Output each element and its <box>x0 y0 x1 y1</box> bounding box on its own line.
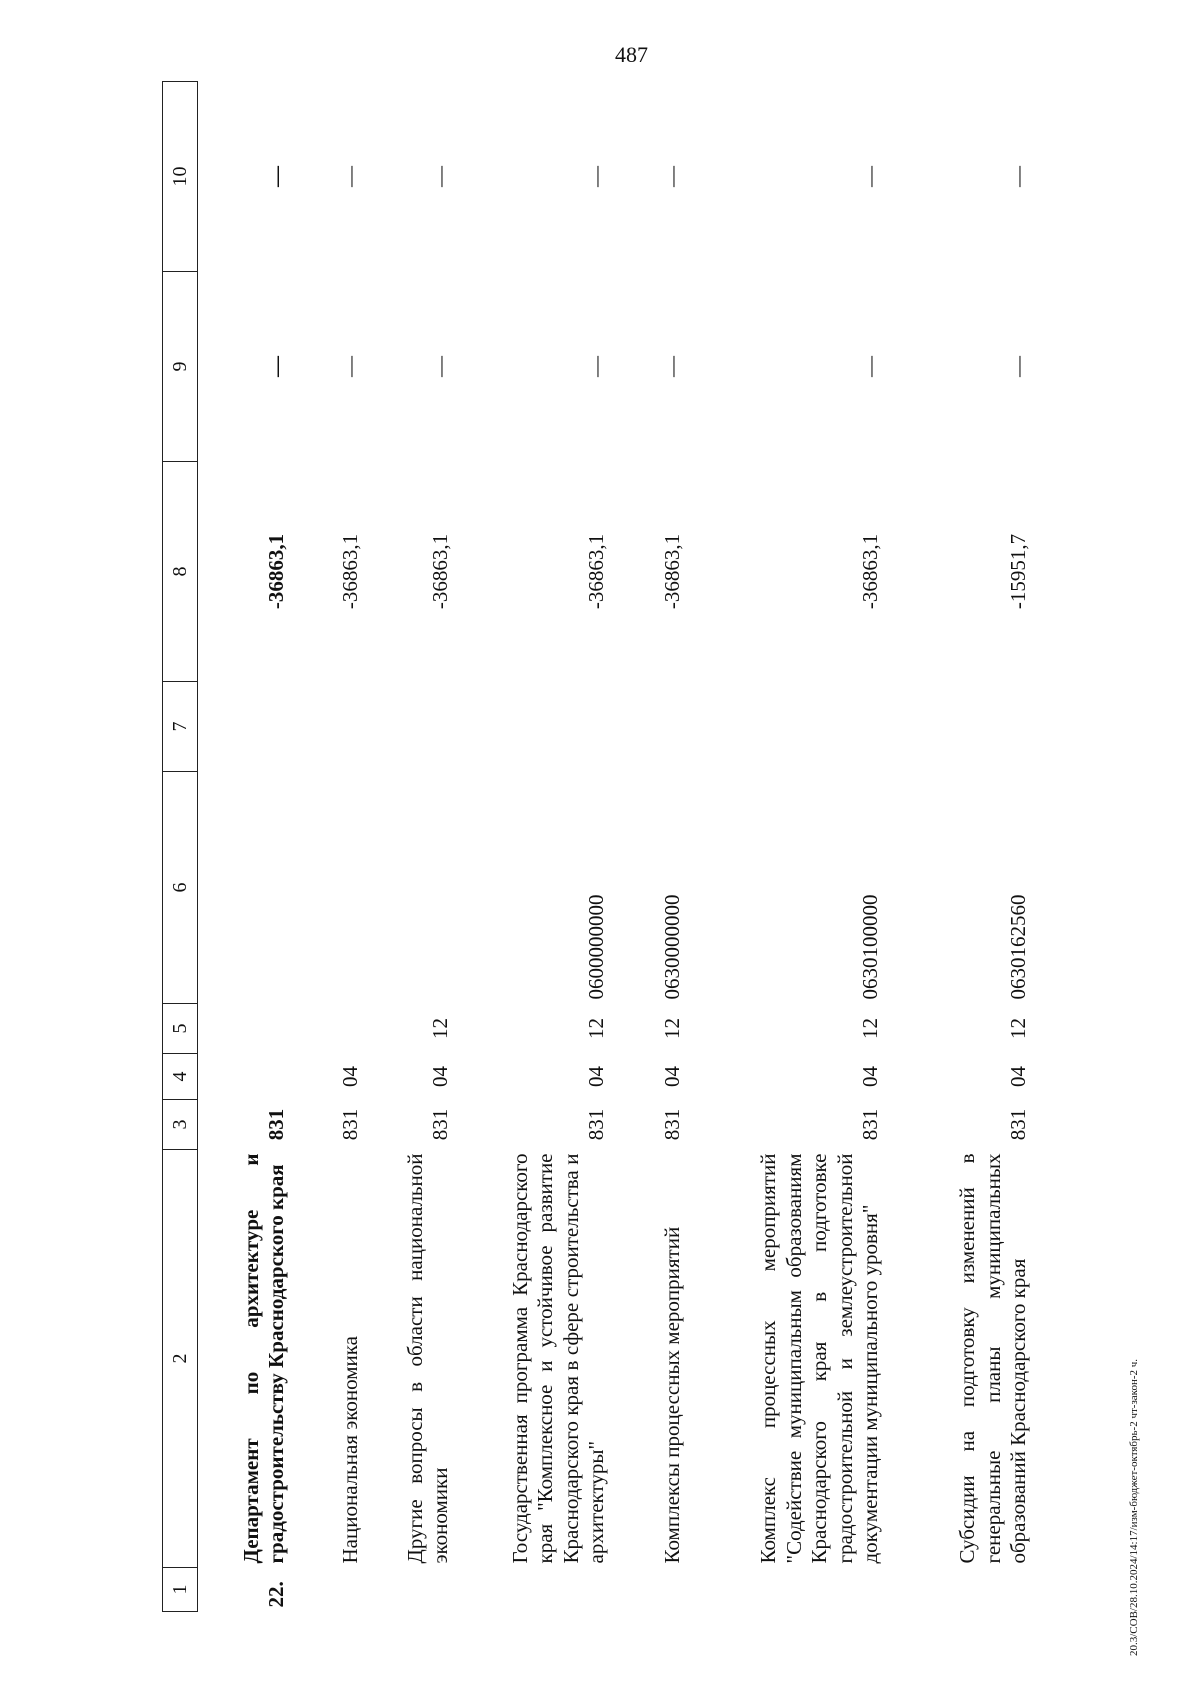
table-row <box>198 82 297 1612</box>
column-number-1: 1 <box>163 1568 198 1612</box>
target-item-code: 0630000000 <box>660 894 685 1000</box>
expense-type-code <box>460 682 616 772</box>
subsection-code: 12 <box>660 1018 685 1039</box>
section-code: 04 <box>660 1066 685 1087</box>
row-index <box>616 1568 692 1612</box>
target-item-code <box>198 772 297 1004</box>
amount-col-10: — <box>660 166 685 187</box>
amount-col-9: — <box>1006 356 1031 377</box>
amount-col-10: — <box>338 166 363 187</box>
section-code: 04 <box>584 1066 609 1087</box>
column-number-2: 2 <box>163 1150 198 1568</box>
row-name: Национальная экономика <box>338 1336 363 1564</box>
subsection-code: 12 <box>1006 1018 1031 1039</box>
column-number-8: 8 <box>163 462 198 682</box>
amount-col-10: — <box>584 166 609 187</box>
column-number-6: 6 <box>163 772 198 1004</box>
expense-type-code <box>296 682 370 772</box>
expense-type-code <box>616 682 692 772</box>
table-row <box>616 82 692 1612</box>
table-row <box>692 82 890 1612</box>
rotated-table-wrapper <box>162 82 1082 1612</box>
row-index <box>692 1568 890 1612</box>
amount-col-10: — <box>858 166 883 187</box>
section-code: 04 <box>428 1066 453 1087</box>
amount: -15951,7 <box>1006 533 1031 610</box>
subsection-code: 12 <box>584 1018 609 1039</box>
table-row <box>460 82 616 1612</box>
amount-col-10: — <box>1006 166 1031 187</box>
column-number-9: 9 <box>163 272 198 462</box>
subsection-code: 12 <box>858 1018 883 1039</box>
row-name: Субсидии на подготовку изменений в генеральные планы муниципальных образований Краснодарского края <box>955 1153 1031 1564</box>
target-item-code: 0630162560 <box>1006 894 1031 1000</box>
ministry-code: 831 <box>338 1108 363 1141</box>
amount-col-9: — <box>584 356 609 377</box>
table-row <box>296 82 370 1612</box>
amount: -36863,1 <box>660 533 685 610</box>
amount-col-9: — <box>264 356 289 377</box>
amount: -36863,1 <box>264 533 289 610</box>
column-number-header <box>163 82 198 1612</box>
amount-col-9: — <box>858 356 883 377</box>
subsection-code <box>198 1004 297 1054</box>
target-item-code <box>370 772 460 1004</box>
row-name: Другие вопросы в области национальной экономики <box>402 1153 453 1564</box>
section-code: 04 <box>338 1066 363 1087</box>
ministry-code: 831 <box>584 1108 609 1141</box>
amount: -36863,1 <box>428 533 453 610</box>
row-index <box>370 1568 460 1612</box>
subsection-code <box>296 1004 370 1054</box>
amount-col-9: — <box>428 356 453 377</box>
ministry-code: 831 <box>858 1108 883 1141</box>
ministry-code: 831 <box>428 1108 453 1141</box>
row-index <box>460 1568 616 1612</box>
target-item-code <box>296 772 370 1004</box>
amount: -36863,1 <box>584 533 609 610</box>
column-number-7: 7 <box>163 682 198 772</box>
target-item-code: 0600000000 <box>584 894 609 1000</box>
amount-col-10: — <box>264 166 289 187</box>
budget-table <box>162 81 1038 1612</box>
page-number: 487 <box>615 42 648 67</box>
section-code: 04 <box>858 1066 883 1087</box>
expense-type-code <box>370 682 460 772</box>
row-name: Департамент по архитектуре и градостроительству Краснодарского края <box>238 1153 289 1564</box>
row-index: 22. <box>264 1581 289 1608</box>
subsection-code: 12 <box>428 1018 453 1039</box>
ministry-code: 831 <box>1006 1108 1031 1141</box>
row-name: Комплексы процессных мероприятий <box>660 1226 685 1564</box>
section-code <box>198 1054 297 1100</box>
amount: -36863,1 <box>858 533 883 610</box>
document-footer: 20.3/СОВ/28.10.2024/14:17/изм-бюджет-октябрь-2 чт-закон-2 ч. <box>1128 1358 1140 1656</box>
column-number-5: 5 <box>163 1004 198 1054</box>
amount-col-9: — <box>338 356 363 377</box>
row-index <box>296 1568 370 1612</box>
table-row <box>370 82 460 1612</box>
column-number-3: 3 <box>163 1100 198 1150</box>
row-index <box>890 1568 1038 1612</box>
expense-type-code <box>890 682 1038 772</box>
expense-type-code <box>198 682 297 772</box>
section-code: 04 <box>1006 1066 1031 1087</box>
expense-type-code <box>692 682 890 772</box>
column-number-4: 4 <box>163 1054 198 1100</box>
amount-col-10: — <box>428 166 453 187</box>
ministry-code: 831 <box>660 1108 685 1141</box>
row-name: Комплекс процессных мероприятий "Содействие муниципальным образованиям Краснодарского края в подготовке градостроительной и землеустроительной документации муниципального уровня" <box>755 1153 883 1564</box>
table-row <box>890 82 1038 1612</box>
column-number-10: 10 <box>163 82 198 272</box>
target-item-code: 0630100000 <box>858 894 883 1000</box>
row-name: Государственная программа Краснодарского края "Комплексное и устойчивое развитие Краснодарского края в сфере строительства и архитектуры" <box>507 1153 609 1564</box>
ministry-code: 831 <box>264 1108 289 1141</box>
amount-col-9: — <box>660 356 685 377</box>
amount: -36863,1 <box>338 533 363 610</box>
